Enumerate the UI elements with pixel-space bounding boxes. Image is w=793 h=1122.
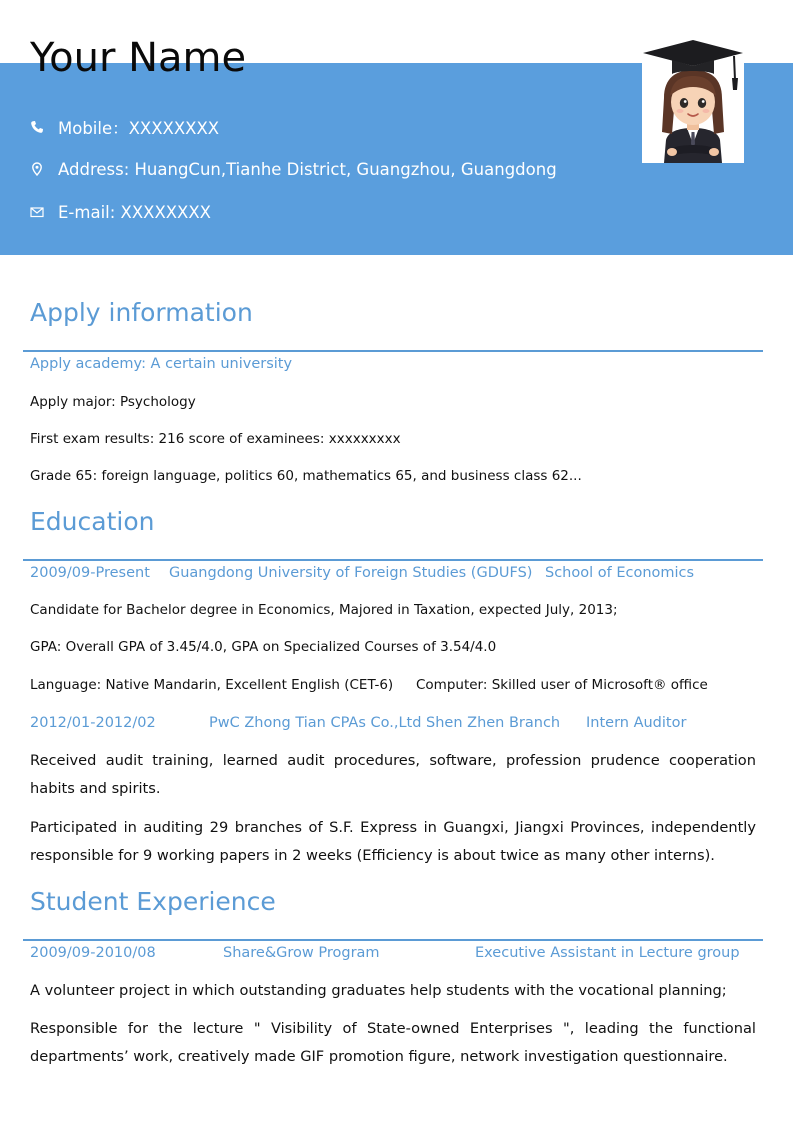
candidate-name: Your Name — [30, 35, 247, 81]
contact-email — [30, 200, 211, 224]
entry-organization: Share&Grow Program — [223, 945, 380, 961]
entry-date: 2012/01-2012/02 — [30, 715, 156, 731]
apply-academy: Apply academy: A certain university — [30, 356, 293, 372]
education-entry-pwc — [30, 713, 756, 733]
education-divider — [23, 559, 763, 561]
phone-icon — [30, 120, 44, 134]
address-text: Address: HuangCun,Tianhe District, Guangzhou, Guangdong — [58, 159, 557, 179]
education-section-title: Education — [30, 507, 155, 536]
envelope-icon — [30, 205, 44, 219]
education-gpa-line: GPA: Overall GPA of 3.45/4.0, GPA on Specialized Courses of 3.54/4.0 — [30, 639, 497, 655]
language-skill: Language: Native Mandarin, Excellent English (CET-6) — [30, 677, 394, 693]
apply-exam: First exam results: 216 score of examinees: xxxxxxxxx — [30, 431, 401, 447]
contact-address — [30, 157, 557, 181]
pwc-paragraph-1: Received audit training, learned audit procedures, software, profession prudence cooperation habits and spirits. — [30, 752, 756, 797]
entry-organization: PwC Zhong Tian CPAs Co.,Ltd Shen Zhen Branch — [209, 715, 561, 731]
pwc-paragraph-2: Participated in auditing 29 branches of S.F. Express in Guangxi, Jiangxi Provinces, independently responsible for 9 working papers in 2 weeks (Efficiency is about twice as many other interns). — [30, 819, 756, 864]
email-text: E-mail: XXXXXXXX — [58, 202, 211, 222]
profile-photo — [642, 40, 744, 163]
education-skills-row — [30, 675, 756, 695]
entry-date: 2009/09-2010/08 — [30, 945, 156, 961]
entry-organization: Guangdong University of Foreign Studies (GDUFS) — [169, 565, 533, 581]
student-divider — [23, 939, 763, 941]
apply-grade: Grade 65: foreign language, politics 60, mathematics 65, and business class 62... — [30, 468, 582, 484]
entry-role: Executive Assistant in Lecture group — [475, 945, 740, 961]
education-entry-gdufs — [30, 563, 756, 583]
education-degree-line: Candidate for Bachelor degree in Economics, Majored in Taxation, expected July, 2013; — [30, 602, 618, 618]
apply-major: Apply major: Psychology — [30, 394, 196, 410]
apply-section-title: Apply information — [30, 298, 253, 327]
location-pin-icon — [30, 162, 44, 176]
mobile-text: Mobile：XXXXXXXX — [58, 119, 220, 138]
entry-department: School of Economics — [545, 565, 695, 581]
student-paragraph-2: Responsible for the lecture " Visibility of State-owned Enterprises ", leading the functional departments’ work, creatively made GIF promotion figure, network investigation questionnaire. — [30, 1020, 756, 1065]
entry-date: 2009/09-Present — [30, 565, 150, 581]
computer-skill: Computer: Skilled user of Microsoft® office — [416, 677, 708, 693]
apply-divider — [23, 350, 763, 352]
entry-role: Intern Auditor — [586, 715, 687, 731]
contact-mobile — [30, 115, 219, 139]
student-entry — [30, 943, 756, 963]
student-section-title: Student Experience — [30, 887, 276, 916]
student-paragraph-1: A volunteer project in which outstanding graduates help students with the vocational planning; — [30, 982, 727, 999]
